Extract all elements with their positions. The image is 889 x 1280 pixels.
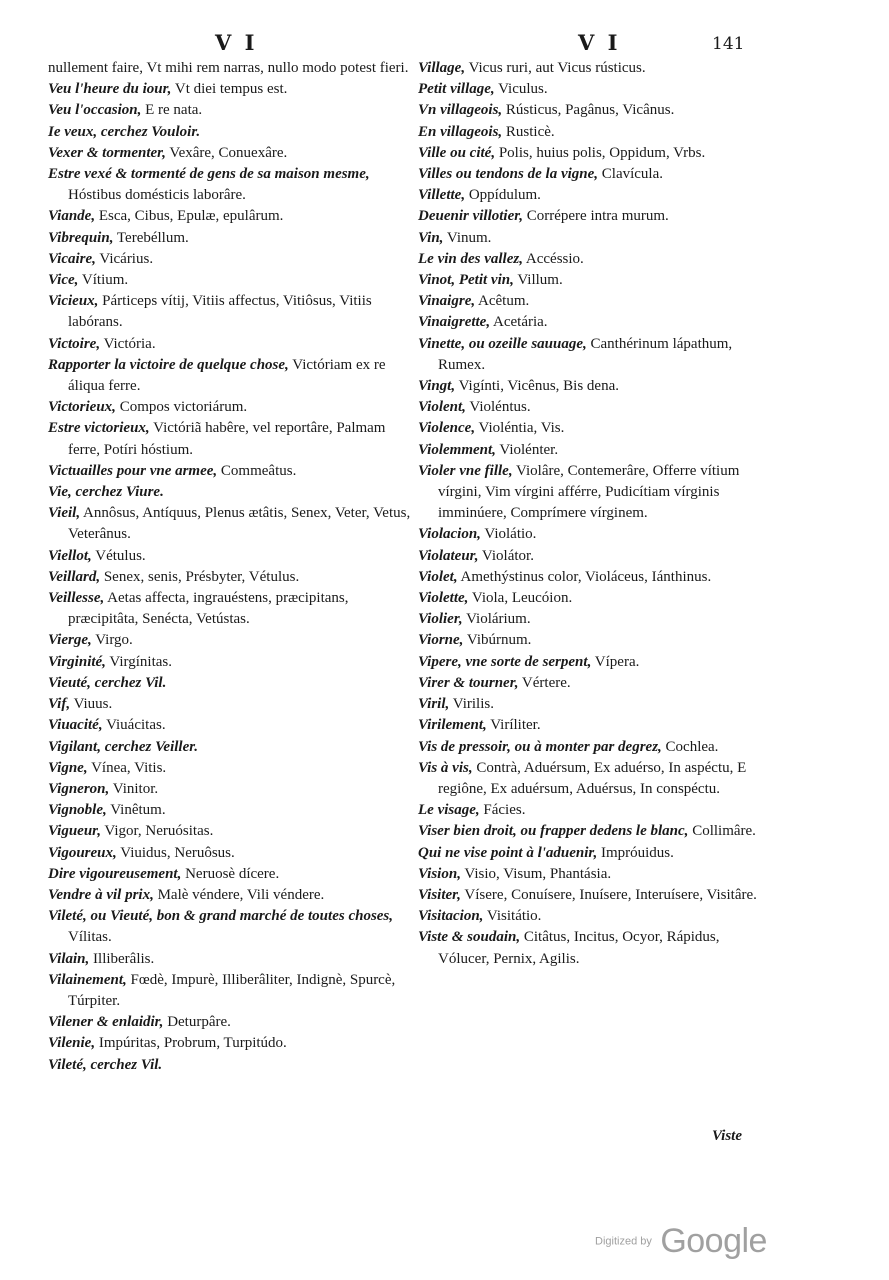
entry-headword: Vibrequin,: [48, 229, 114, 246]
dictionary-entry: [48, 291, 420, 333]
entry-headword: Viste & soudain,: [418, 929, 521, 946]
entry-headword: Vileté, ou Vieuté, bon & grand marché de toutes choses,: [48, 908, 394, 925]
entry-headword: En villageois,: [418, 123, 503, 140]
entry-headword: Ville ou cité,: [418, 144, 496, 161]
entry-headword: Vendre à vil prix,: [48, 886, 154, 903]
entry-translation: Vísere, Conuísere, Inuísere, Interuísere, Visitâre.: [460, 886, 757, 903]
entry-translation: Fœdè, Impurè, Illiberâliter, Indignè, Spurcè, Túrpiter.: [68, 971, 396, 1009]
entry-headword: Violet,: [418, 568, 458, 585]
entry-headword: Deuenir villotier,: [418, 208, 523, 225]
entry-headword: Vilainement,: [48, 971, 127, 988]
entry-headword: Vierge,: [48, 632, 92, 649]
entry-translation: Vicus ruri, aut Vicus rústicus.: [465, 60, 646, 76]
entry-headword: Vicaire,: [48, 250, 96, 267]
entry-headword: Veu l'heure du iour,: [48, 81, 172, 98]
entry-headword: Vinette, ou ozeille sauuage,: [418, 335, 587, 352]
entry-translation: Malè véndere, Vili véndere.: [153, 886, 325, 903]
dictionary-entry: [418, 418, 770, 439]
entry-headword: Violer vne fille,: [418, 462, 513, 479]
entry-translation: Visio, Visum, Phantásia.: [460, 865, 612, 882]
entry-translation: Vétulus.: [91, 547, 146, 564]
running-head-left: V I: [215, 30, 258, 55]
entry-translation: Citâtus, Incitus, Ocyor, Rápidus, Vólucer, Pernix, Agilis.: [438, 929, 720, 967]
entry-headword: Viellot,: [48, 547, 92, 564]
entry-headword: Violier,: [418, 611, 463, 628]
dictionary-entry: [48, 567, 420, 588]
entry-headword: Victorieux,: [48, 399, 116, 416]
entry-translation: Vítium.: [78, 272, 129, 289]
entry-translation: nullement faire, Vt mihi rem narras, nullo modo potest fieri.: [48, 60, 409, 76]
dictionary-entry: [418, 397, 770, 418]
dictionary-entry: [418, 185, 770, 206]
entry-translation: Oppídulum.: [465, 187, 541, 204]
dictionary-entry: [418, 630, 770, 651]
entry-translation: Vílitas.: [68, 929, 112, 946]
entry-translation: Rusticè.: [502, 123, 555, 140]
entry-headword: Ie veux, cerchez Vouloir.: [48, 123, 201, 140]
dictionary-entry: [48, 355, 420, 397]
dictionary-entry: [48, 58, 420, 79]
dictionary-entry: [418, 843, 770, 864]
entry-translation: Aetas affecta, ingrauéstens, præcipitans, præcipitâta, Senécta, Vetústas.: [68, 590, 349, 628]
entry-headword: Vn villageois,: [418, 102, 503, 119]
dictionary-entry: [48, 164, 420, 206]
entry-translation: Esca, Cibus, Epulæ, epulârum.: [95, 208, 284, 225]
entry-translation: Virgínitas.: [105, 653, 172, 670]
dictionary-entry: [48, 864, 420, 885]
left-column: [48, 58, 420, 1076]
entry-headword: Le vin des vallez,: [418, 250, 523, 267]
dictionary-entry: [418, 228, 770, 249]
dictionary-entry: [48, 206, 420, 227]
entry-translation: Violátio.: [480, 526, 537, 543]
watermark-brand: Google: [660, 1222, 767, 1260]
entry-headword: Qui ne vise point à l'aduenir,: [418, 844, 598, 861]
entry-headword: Viorne,: [418, 632, 464, 649]
entry-translation: Annôsus, Antíquus, Plenus ætâtis, Senex, Veter, Vetus, Veterânus.: [68, 505, 411, 543]
dictionary-entry: [48, 737, 420, 758]
entry-headword: Virginité,: [48, 653, 106, 670]
entry-translation: Virilis.: [449, 696, 494, 713]
entry-headword: Vieil,: [48, 505, 81, 522]
dictionary-entry: [48, 79, 420, 100]
entry-translation: Violéntus.: [465, 399, 531, 416]
entry-headword: Vis de pressoir, ou à monter par degrez,: [418, 738, 662, 755]
entry-headword: Violent,: [418, 399, 466, 416]
dictionary-entry: [418, 715, 770, 736]
entry-headword: Vilener & enlaidir,: [48, 1014, 164, 1031]
dictionary-entry: [48, 503, 420, 545]
entry-headword: Vignoble,: [48, 802, 107, 819]
dictionary-entry: [418, 567, 770, 588]
entry-translation: Fácies.: [479, 802, 526, 819]
entry-headword: Visiter,: [418, 886, 461, 903]
dictionary-entry: [48, 270, 420, 291]
entry-headword: Petit village,: [418, 81, 495, 98]
entry-translation: Viuácitas.: [102, 717, 166, 734]
dictionary-entry: [418, 58, 770, 79]
entry-translation: Cochlea.: [661, 738, 719, 755]
entry-translation: Violárium.: [462, 611, 531, 628]
entry-headword: Vigneron,: [48, 780, 110, 797]
dictionary-entry: [48, 334, 420, 355]
dictionary-entry: [48, 885, 420, 906]
entry-translation: Vigínti, Vicênus, Bis dena.: [455, 378, 619, 395]
entry-headword: Le visage,: [418, 802, 480, 819]
entry-headword: Vinot, Petit vin,: [418, 272, 514, 289]
dictionary-entry: [418, 143, 770, 164]
entry-headword: Violette,: [418, 590, 469, 607]
entry-headword: Vinaigre,: [418, 293, 476, 310]
entry-headword: Vin,: [418, 229, 444, 246]
dictionary-entry: [48, 800, 420, 821]
dictionary-entry: [418, 79, 770, 100]
page-number: 141: [712, 34, 745, 54]
entry-headword: Virer & tourner,: [418, 674, 519, 691]
entry-translation: Impúritas, Probrum, Turpitúdo.: [95, 1035, 287, 1052]
entry-translation: Viola, Leucóion.: [468, 590, 573, 607]
entry-headword: Vision,: [418, 865, 461, 882]
dictionary-entry: [418, 291, 770, 312]
entry-translation: Viuus.: [70, 696, 113, 713]
dictionary-entry: [418, 376, 770, 397]
watermark-prefix: Digitized by: [595, 1235, 652, 1248]
dictionary-entry: [48, 122, 420, 143]
dictionary-entry: [48, 461, 420, 482]
entry-translation: Visitátio.: [483, 908, 542, 925]
entry-translation: Senex, senis, Présbyter, Vétulus.: [100, 568, 300, 585]
entry-headword: Vicieux,: [48, 293, 99, 310]
entry-translation: Polis, huius polis, Oppidum, Vrbs.: [495, 144, 706, 161]
dictionary-entry: [418, 800, 770, 821]
dictionary-entry: [418, 673, 770, 694]
dictionary-entry: [48, 673, 420, 694]
dictionary-entry: [48, 249, 420, 270]
dictionary-entry: [418, 588, 770, 609]
entry-headword: Violence,: [418, 420, 476, 437]
entry-headword: Vie, cerchez Viure.: [48, 484, 164, 501]
dictionary-entry: [48, 843, 420, 864]
entry-headword: Vis à vis,: [418, 759, 473, 776]
entry-headword: Villette,: [418, 187, 466, 204]
entry-translation: Vinum.: [443, 229, 492, 246]
entry-translation: Viuidus, Neruôsus.: [116, 844, 235, 861]
entry-translation: Corrépere intra murum.: [523, 208, 669, 225]
catchword: Viste: [712, 1128, 743, 1144]
entry-headword: Veu l'occasion,: [48, 102, 142, 119]
entry-headword: Viuacité,: [48, 717, 103, 734]
dictionary-entry: [418, 758, 770, 800]
entry-headword: Violateur,: [418, 547, 479, 564]
entry-translation: Vt diei tempus est.: [171, 81, 288, 98]
entry-translation: Illiberâlis.: [89, 950, 155, 967]
entry-translation: Párticeps vítij, Vitiis affectus, Vitiôsus, Vitiis labórans.: [68, 293, 372, 331]
dictionary-entry: [418, 334, 770, 376]
entry-translation: Violéntia, Vis.: [475, 420, 565, 437]
dictionary-entry: [48, 758, 420, 779]
entry-translation: E re nata.: [141, 102, 203, 119]
entry-translation: Violâre, Contemerâre, Offerre vítium vírgini, Vim vírgini afférre, Pudicítiam vírginis imminúere, Comprímere vírginem.: [438, 462, 740, 522]
dictionary-entry: [48, 949, 420, 970]
entry-translation: Vínea, Vitis.: [87, 759, 167, 776]
entry-headword: Vilenie,: [48, 1035, 96, 1052]
entry-translation: Impróuidus.: [597, 844, 674, 861]
entry-translation: Vexâre, Conuexâre.: [165, 144, 288, 161]
dictionary-entry: [48, 779, 420, 800]
entry-translation: Compos victoriárum.: [115, 399, 248, 416]
entry-headword: Vieuté, cerchez Vil.: [48, 674, 167, 691]
dictionary-entry: [48, 970, 420, 1012]
entry-headword: Vingt,: [418, 378, 456, 395]
entry-headword: Viril,: [418, 696, 450, 713]
entry-translation: Commeâtus.: [217, 462, 297, 479]
entry-headword: Estre vexé & tormenté de gens de sa maison mesme,: [48, 166, 370, 183]
entry-translation: Collimâre.: [688, 823, 756, 840]
entry-translation: Hóstibus domésticis laborâre.: [68, 187, 246, 204]
entry-headword: Violemment,: [418, 441, 496, 458]
entry-headword: Veillard,: [48, 568, 101, 585]
entry-headword: Village,: [418, 60, 466, 76]
dictionary-entry: [418, 122, 770, 143]
dictionary-entry: [48, 546, 420, 567]
entry-translation: Deturpâre.: [163, 1014, 231, 1031]
entry-headword: Vileté, cerchez Vil.: [48, 1056, 163, 1073]
entry-translation: Vípera.: [591, 653, 640, 670]
dictionary-entry: [48, 906, 420, 948]
entry-translation: Vibúrnum.: [463, 632, 532, 649]
dictionary-entry: [48, 694, 420, 715]
dictionary-entry: [418, 652, 770, 673]
dictionary-entry: [418, 864, 770, 885]
entry-headword: Vigueur,: [48, 823, 101, 840]
dictionary-entry: [418, 737, 770, 758]
entry-headword: Vigne,: [48, 759, 88, 776]
entry-translation: Acetária.: [490, 314, 548, 331]
dictionary-entry: [48, 1055, 420, 1076]
entry-headword: Estre victorieux,: [48, 420, 150, 437]
right-column: [418, 58, 770, 970]
entry-headword: Vilain,: [48, 950, 90, 967]
entry-translation: Contrà, Aduérsum, Ex aduérso, In aspéctu, E regiône, Ex aduérsum, Aduérsus, In conspéctu.: [438, 759, 747, 797]
running-head-right: V I: [578, 30, 621, 55]
dictionary-entry: [418, 609, 770, 630]
dictionary-entry: [48, 652, 420, 673]
entry-headword: Rapporter la victoire de quelque chose,: [48, 356, 289, 373]
dictionary-entry: [48, 397, 420, 418]
dictionary-entry: [418, 885, 770, 906]
entry-headword: Victuailles pour vne armee,: [48, 462, 218, 479]
dictionary-entry: [48, 418, 420, 460]
dictionary-entry: [418, 461, 770, 525]
entry-headword: Vigilant, cerchez Veiller.: [48, 738, 199, 755]
entry-headword: Visitacion,: [418, 908, 484, 925]
dictionary-entry: [48, 1012, 420, 1033]
entry-translation: Viculus.: [494, 81, 548, 98]
dictionary-entry: [48, 1033, 420, 1054]
entry-translation: Terebéllum.: [113, 229, 189, 246]
entry-translation: Acêtum.: [475, 293, 530, 310]
entry-translation: Victóriam ex re áliqua ferre.: [68, 356, 386, 395]
entry-headword: Vexer & tormenter,: [48, 144, 166, 161]
dictionary-entry: [418, 270, 770, 291]
entry-headword: Dire vigoureusement,: [48, 865, 182, 882]
entry-translation: Violénter.: [495, 441, 559, 458]
dictionary-entry: [48, 143, 420, 164]
entry-headword: Violacion,: [418, 526, 481, 543]
entry-translation: Viríliter.: [486, 717, 541, 734]
dictionary-entry: [418, 927, 770, 969]
entry-headword: Virilement,: [418, 717, 487, 734]
entry-translation: Accéssio.: [522, 250, 584, 267]
dictionary-entry: [418, 312, 770, 333]
entry-headword: Viande,: [48, 208, 96, 225]
dictionary-entry: [48, 715, 420, 736]
entry-translation: Clavícula.: [598, 166, 663, 183]
entry-translation: Victória.: [100, 335, 156, 352]
entry-translation: Vértere.: [518, 674, 571, 691]
dictionary-entry: [418, 524, 770, 545]
dictionary-entry: [418, 906, 770, 927]
entry-translation: Vigor, Neruósitas.: [100, 823, 214, 840]
dictionary-entry: [418, 694, 770, 715]
dictionary-entry: [48, 588, 420, 630]
entry-translation: Villum.: [513, 272, 563, 289]
entry-headword: Vice,: [48, 272, 79, 289]
entry-headword: Villes ou tendons de la vigne,: [418, 166, 599, 183]
dictionary-entry: [48, 482, 420, 503]
entry-translation: Victóriã habêre, vel reportâre, Palmam ferre, Potíri hóstium.: [68, 420, 386, 458]
entry-headword: Viser bien droit, ou frapper dedens le blanc,: [418, 823, 689, 840]
entry-translation: Amethýstinus color, Violáceus, Iánthinus.: [457, 568, 712, 585]
dictionary-entry: [418, 546, 770, 567]
entry-headword: Veillesse,: [48, 590, 105, 607]
dictionary-entry: [418, 821, 770, 842]
entry-headword: Victoire,: [48, 335, 101, 352]
entry-translation: Canthérinum lápathum, Rumex.: [438, 335, 733, 373]
digitized-watermark: [595, 1222, 767, 1261]
entry-translation: Vinêtum.: [106, 802, 166, 819]
dictionary-entry: [48, 821, 420, 842]
dictionary-entry: [48, 100, 420, 121]
dictionary-entry: [48, 228, 420, 249]
entry-translation: Virgo.: [91, 632, 133, 649]
entry-translation: Vicárius.: [95, 250, 154, 267]
entry-headword: Vigoureux,: [48, 844, 117, 861]
dictionary-entry: [418, 100, 770, 121]
dictionary-entry: [418, 249, 770, 270]
dictionary-entry: [48, 630, 420, 651]
entry-headword: Vipere, vne sorte de serpent,: [418, 653, 592, 670]
entry-translation: Violátor.: [478, 547, 534, 564]
entry-headword: Vinaigrette,: [418, 314, 491, 331]
dictionary-entry: [418, 206, 770, 227]
dictionary-entry: [418, 164, 770, 185]
entry-translation: Neruosè dícere.: [181, 865, 280, 882]
entry-translation: Vinitor.: [109, 780, 159, 797]
entry-translation: Rústicus, Pagânus, Vicânus.: [502, 102, 675, 119]
dictionary-entry: [418, 440, 770, 461]
entry-headword: Vif,: [48, 696, 71, 713]
